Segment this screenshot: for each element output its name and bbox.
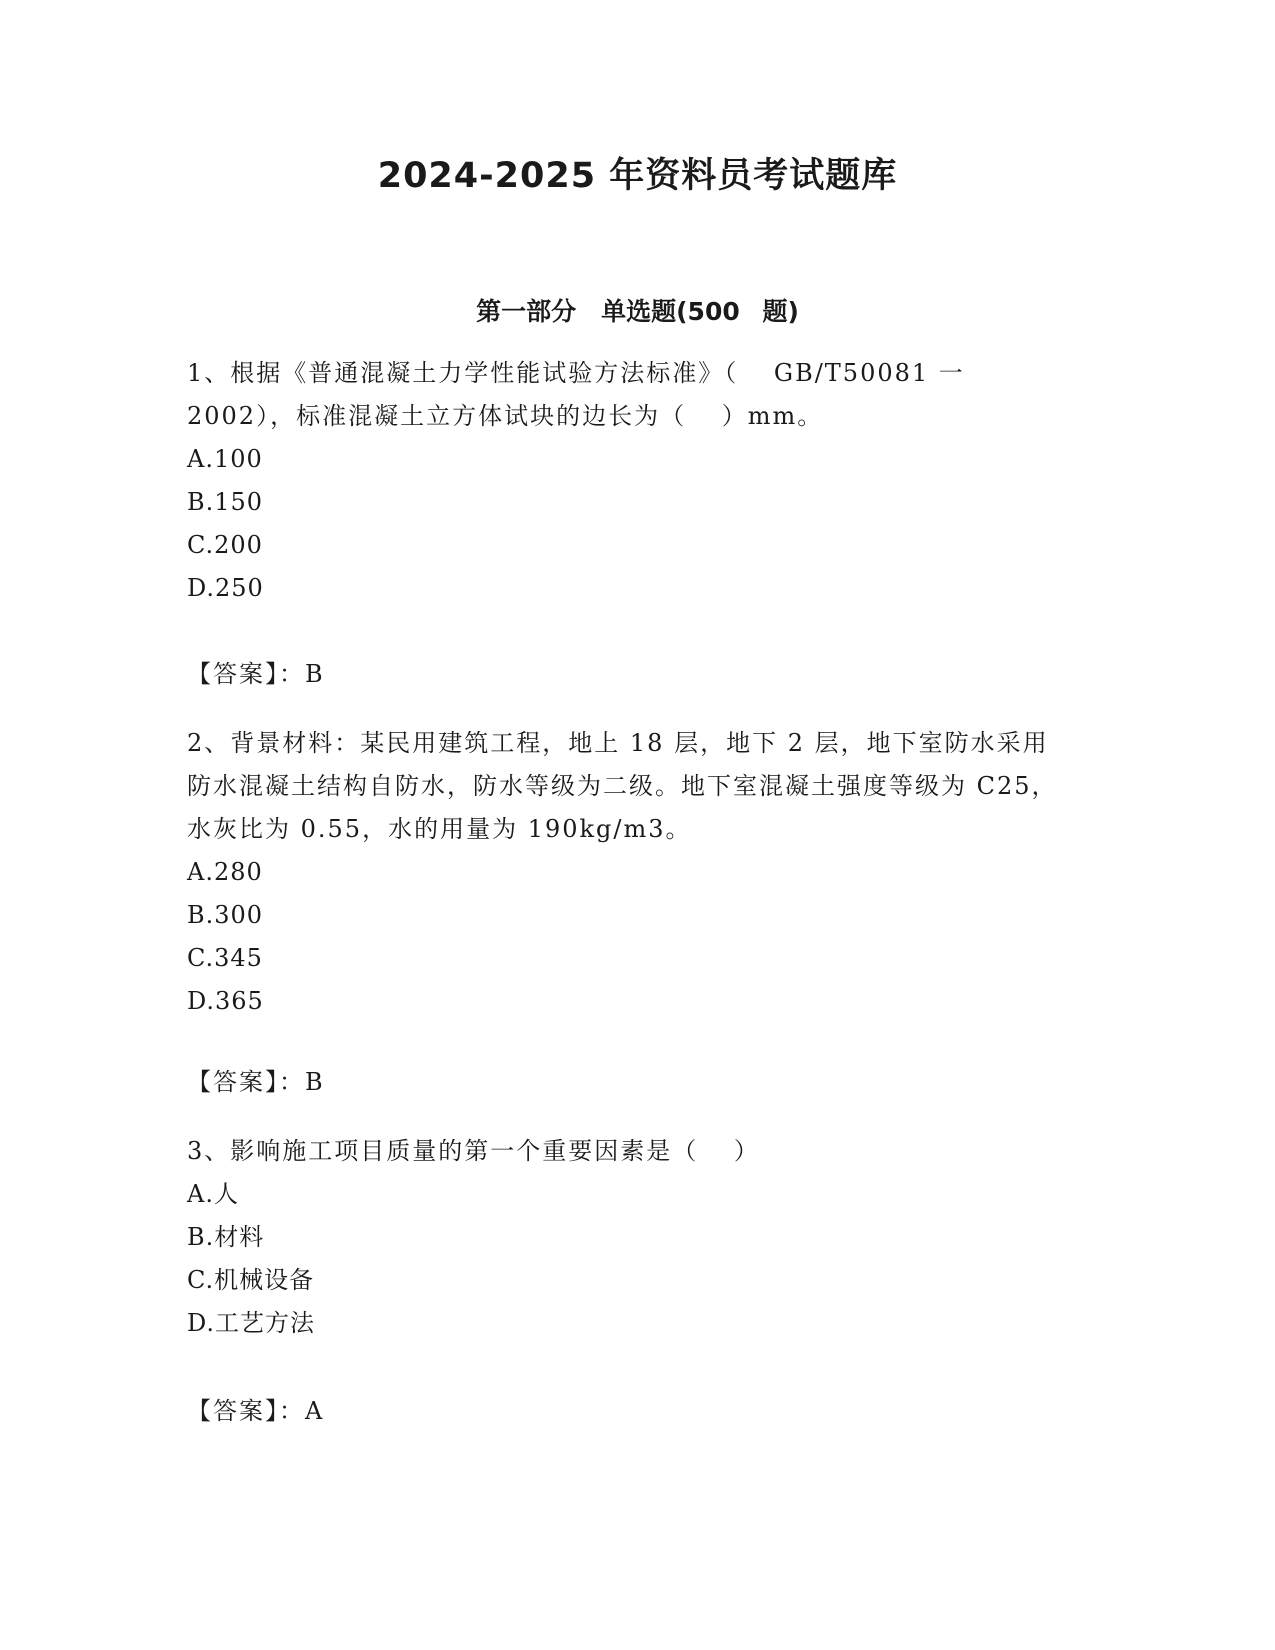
answer-label: 【答案】： bbox=[187, 1068, 305, 1096]
question-2 bbox=[187, 722, 1067, 1023]
answer-1 bbox=[187, 653, 325, 696]
answer-value: B bbox=[305, 1068, 325, 1096]
option-b: B.150 bbox=[187, 488, 264, 516]
option-list bbox=[187, 1173, 1067, 1345]
section-title: 第一部分 单选题(500 题) bbox=[476, 297, 799, 326]
option-c: C.200 bbox=[187, 531, 263, 559]
question-stem: 2、背景材料：某民用建筑工程，地上 18 层，地下 2 层，地下室防水采用防水混凝土结构自防水，防水等级为二级。地下室混凝土强度等级为 C25，水灰比为 0.55，水的用量为 190kg/m3。 bbox=[187, 729, 1058, 843]
option-b: B.材料 bbox=[187, 1223, 265, 1251]
answer-2 bbox=[187, 1061, 325, 1104]
option-d: D.365 bbox=[187, 987, 264, 1015]
option-b: B.300 bbox=[187, 901, 264, 929]
option-a: A.100 bbox=[187, 445, 263, 473]
option-list bbox=[187, 438, 1067, 610]
option-a: A.280 bbox=[187, 858, 263, 886]
question-stem: 3、影响施工项目质量的第一个重要因素是（ ） bbox=[187, 1137, 760, 1165]
question-3 bbox=[187, 1130, 1067, 1345]
option-c: C.机械设备 bbox=[187, 1266, 315, 1294]
answer-label: 【答案】： bbox=[187, 1397, 305, 1425]
option-d: D.250 bbox=[187, 574, 264, 602]
option-c: C.345 bbox=[187, 944, 263, 972]
answer-3 bbox=[187, 1390, 324, 1433]
document-title: 2024-2025 年资料员考试题库 bbox=[377, 156, 898, 196]
option-a: A.人 bbox=[187, 1180, 239, 1208]
option-list bbox=[187, 851, 1067, 1023]
answer-value: B bbox=[305, 660, 325, 688]
answer-label: 【答案】： bbox=[187, 660, 305, 688]
answer-value: A bbox=[305, 1397, 325, 1425]
question-stem: 1、根据《普通混凝土力学性能试验方法标准》（ GB/T50081 一 2002），标准混凝土立方体试块的边长为（ ）mm。 bbox=[187, 359, 965, 430]
question-1 bbox=[187, 352, 1067, 610]
option-d: D.工艺方法 bbox=[187, 1309, 316, 1337]
